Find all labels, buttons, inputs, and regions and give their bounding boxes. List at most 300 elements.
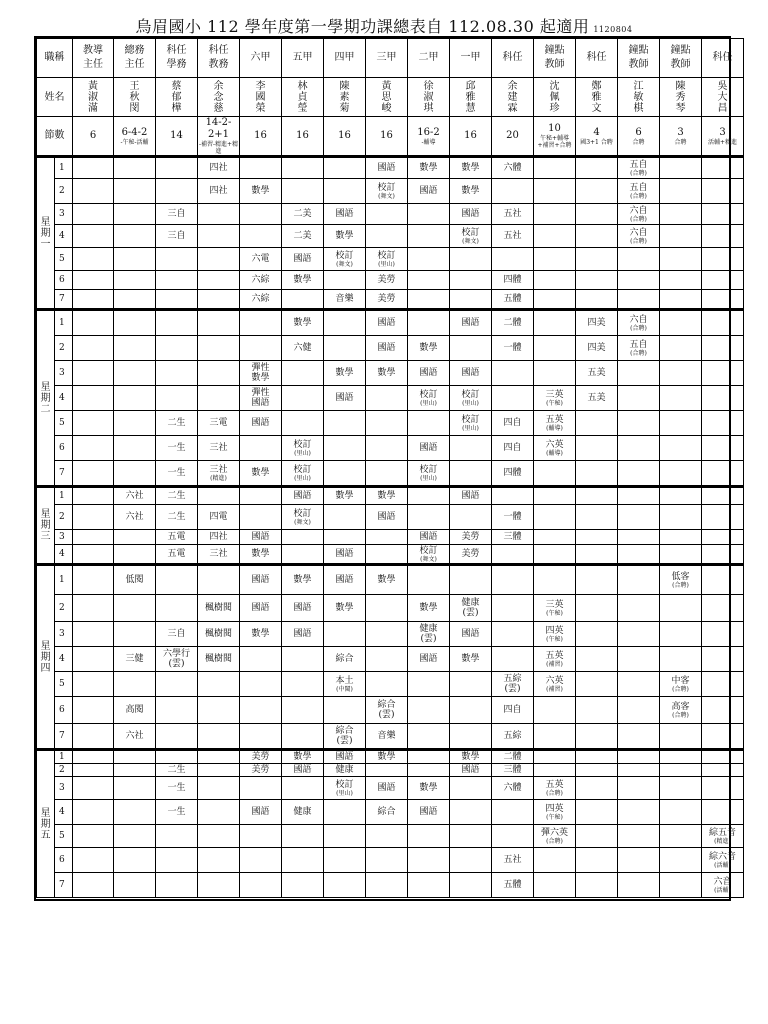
schedule-cell — [73, 672, 114, 697]
schedule-cell — [450, 825, 492, 848]
hours-note: -午秘-活輔 — [120, 138, 149, 146]
period-row — [37, 505, 744, 530]
period-row — [37, 157, 744, 179]
class-subject: 國語 — [461, 765, 480, 775]
doc-code: 1120804 — [593, 25, 633, 34]
schedule-cell — [576, 764, 618, 777]
schedule-cell — [114, 545, 156, 565]
period-number: 1 — [55, 157, 73, 179]
schedule-cell — [240, 157, 282, 179]
schedule-cell — [492, 825, 534, 848]
class-subject: 音樂 — [377, 731, 396, 741]
class-subject: 彈六英 — [540, 827, 568, 838]
schedule-cell — [240, 204, 282, 225]
schedule-cell — [450, 411, 492, 436]
schedule-cell — [534, 487, 576, 505]
schedule-cell — [408, 697, 450, 724]
schedule-cell — [408, 873, 450, 898]
schedule-cell — [198, 848, 240, 873]
schedule-cell — [660, 764, 702, 777]
class-subject: 國語 — [251, 418, 270, 428]
class-subject: 數學 — [419, 163, 438, 173]
class-subject: 國語 — [251, 575, 270, 585]
schedule-cell — [534, 530, 576, 545]
hours-note: 合聘 — [674, 138, 687, 146]
class-subject: 校訂 — [335, 250, 354, 261]
schedule-cell — [240, 179, 282, 204]
schedule-cell — [198, 336, 240, 361]
schedule-cell — [702, 647, 744, 672]
class-subject: 綜合 — [377, 700, 396, 710]
schedule-cell — [366, 310, 408, 336]
period-number: 4 — [55, 225, 73, 248]
schedule-cell — [156, 750, 198, 764]
schedule-cell — [240, 530, 282, 545]
schedule-cell — [240, 545, 282, 565]
class-subject: 國語 — [419, 532, 438, 542]
class-note: (合聘) — [672, 581, 689, 589]
schedule-cell — [282, 271, 324, 290]
schedule-cell — [534, 672, 576, 697]
schedule-cell — [282, 248, 324, 271]
schedule-cell — [618, 386, 660, 411]
schedule-cell — [450, 848, 492, 873]
schedule-cell — [534, 873, 576, 898]
schedule-cell — [324, 361, 366, 386]
schedule-cell — [660, 271, 702, 290]
schedule-cell — [73, 179, 114, 204]
class-subject: 低閱 — [125, 575, 144, 585]
class-subject: 數學 — [419, 603, 438, 613]
class-subject: 國語 — [461, 318, 480, 328]
schedule-cell — [702, 764, 744, 777]
schedule-cell — [576, 411, 618, 436]
teacher-role: 鐘點 教師 — [534, 39, 576, 78]
schedule-cell — [198, 622, 240, 647]
schedule-cell — [156, 248, 198, 271]
schedule-cell — [534, 750, 576, 764]
schedule-cell — [198, 436, 240, 461]
schedule-cell — [198, 724, 240, 750]
schedule-cell — [576, 724, 618, 750]
schedule-cell — [408, 565, 450, 595]
schedule-cell — [450, 545, 492, 565]
teacher-role: 總務 主任 — [114, 39, 156, 78]
period-row — [37, 873, 744, 898]
schedule-cell — [114, 800, 156, 825]
hours-value: 14 — [170, 130, 183, 141]
schedule-cell — [450, 505, 492, 530]
teacher-name: 黃 淑 滿 — [73, 78, 114, 117]
teacher-role: 科任 — [492, 39, 534, 78]
schedule-cell — [366, 777, 408, 800]
period-number: 2 — [55, 505, 73, 530]
schedule-cell — [618, 361, 660, 386]
schedule-cell — [156, 873, 198, 898]
schedule-cell — [534, 622, 576, 647]
schedule-cell — [156, 777, 198, 800]
class-note: (中閩) — [336, 685, 353, 693]
schedule-cell — [282, 672, 324, 697]
class-subject: 四美 — [587, 343, 606, 353]
day-label: 星 期 三 — [37, 487, 55, 565]
schedule-cell — [702, 487, 744, 505]
class-subject: 六自 — [629, 314, 648, 325]
class-note: (里山) — [462, 399, 479, 407]
schedule-cell — [576, 336, 618, 361]
schedule-cell — [534, 565, 576, 595]
schedule-cell — [73, 225, 114, 248]
class-subject: 國語 — [419, 186, 438, 196]
schedule-cell — [114, 436, 156, 461]
period-number: 4 — [55, 800, 73, 825]
teacher-role: 一甲 — [450, 39, 492, 78]
schedule-cell — [492, 248, 534, 271]
class-subject: 數學 — [377, 491, 396, 501]
hours-label: 節數 — [37, 117, 73, 157]
hours-value: 4 — [593, 126, 600, 138]
class-subject: 數學 — [293, 575, 312, 585]
schedule-cell — [114, 672, 156, 697]
schedule-cell — [702, 848, 744, 873]
schedule-cell — [534, 595, 576, 622]
schedule-cell — [156, 487, 198, 505]
hours-note: -輔導 — [421, 138, 436, 146]
schedule-cell — [73, 595, 114, 622]
class-subject: 校訂 — [419, 545, 438, 556]
hours-value: 16 — [464, 130, 477, 141]
schedule-cell — [282, 764, 324, 777]
class-subject: 健康 — [335, 765, 354, 775]
schedule-cell — [366, 290, 408, 310]
schedule-cell — [450, 290, 492, 310]
schedule-cell — [534, 647, 576, 672]
schedule-cell — [492, 622, 534, 647]
schedule-cell — [73, 750, 114, 764]
schedule-cell — [282, 290, 324, 310]
period-row — [37, 436, 744, 461]
schedule-cell — [702, 225, 744, 248]
schedule-cell — [324, 764, 366, 777]
class-subject: 六自 — [629, 227, 648, 238]
teacher-name: 江 敏 棋 — [618, 78, 660, 117]
class-note: (補習) — [546, 685, 563, 693]
header-role-row — [37, 39, 744, 78]
schedule-cell — [324, 825, 366, 848]
schedule-cell — [73, 361, 114, 386]
schedule-cell — [324, 290, 366, 310]
schedule-cell — [366, 595, 408, 622]
schedule-cell — [240, 622, 282, 647]
schedule-cell — [408, 595, 450, 622]
schedule-cell — [408, 505, 450, 530]
schedule-cell — [156, 647, 198, 672]
class-note: (合聘) — [630, 215, 647, 223]
teacher-role: 科任 — [702, 39, 744, 78]
schedule-cell — [618, 697, 660, 724]
class-note: 國語 — [251, 398, 270, 408]
class-subject: 校訂 — [461, 227, 480, 238]
hours-value: 14-2-2+1 — [205, 117, 232, 140]
class-subject: 四電 — [209, 512, 228, 522]
schedule-cell — [576, 248, 618, 271]
class-subject: 三社 — [209, 549, 228, 559]
class-subject: 三社 — [209, 464, 228, 475]
class-note: (午秘) — [546, 813, 563, 821]
schedule-cell — [366, 848, 408, 873]
class-subject: 五社 — [503, 855, 522, 865]
schedule-cell — [450, 777, 492, 800]
schedule-cell — [366, 436, 408, 461]
schedule-cell — [534, 225, 576, 248]
schedule-cell — [534, 290, 576, 310]
schedule-cell — [282, 777, 324, 800]
schedule-cell — [198, 225, 240, 248]
schedule-cell — [73, 386, 114, 411]
schedule-cell — [618, 310, 660, 336]
schedule-cell — [576, 157, 618, 179]
schedule-cell — [324, 505, 366, 530]
schedule-cell — [240, 505, 282, 530]
hours-note: 合聘 — [632, 138, 645, 146]
class-subject: 五綜 — [503, 674, 522, 684]
class-subject: 三英 — [545, 389, 564, 400]
schedule-cell — [660, 750, 702, 764]
class-subject: 健康 — [419, 624, 438, 634]
schedule-cell — [156, 825, 198, 848]
class-subject: 國語 — [335, 575, 354, 585]
schedule-cell — [324, 248, 366, 271]
period-row — [37, 697, 744, 724]
period-number: 7 — [55, 461, 73, 487]
class-subject: 數學 — [461, 654, 480, 664]
class-subject: 國語 — [335, 393, 354, 403]
schedule-cell — [618, 848, 660, 873]
schedule-cell — [702, 545, 744, 565]
class-subject: 國語 — [377, 318, 396, 328]
teacher-name: 余 建 霖 — [492, 78, 534, 117]
class-subject: 五體 — [503, 294, 522, 304]
class-subject: 五自 — [629, 159, 648, 170]
period-number: 1 — [55, 565, 73, 595]
schedule-cell — [366, 800, 408, 825]
teacher-name: 沈 佩 珍 — [534, 78, 576, 117]
class-subject: 四社 — [209, 532, 228, 542]
class-subject: 數學 — [377, 368, 396, 378]
class-subject: 國語 — [461, 368, 480, 378]
schedule-cell — [282, 310, 324, 336]
class-subject: 彈性 — [251, 363, 270, 373]
schedule-cell — [702, 565, 744, 595]
period-row — [37, 672, 744, 697]
schedule-cell — [114, 225, 156, 248]
schedule-cell — [156, 565, 198, 595]
period-number: 3 — [55, 204, 73, 225]
class-subject: 六英 — [545, 675, 564, 686]
schedule-cell — [366, 505, 408, 530]
schedule-cell — [534, 545, 576, 565]
period-number: 2 — [55, 336, 73, 361]
schedule-cell — [492, 386, 534, 411]
class-subject: 六綜 — [251, 275, 270, 285]
schedule-cell — [618, 336, 660, 361]
schedule-cell — [534, 800, 576, 825]
schedule-cell — [408, 724, 450, 750]
period-number: 7 — [55, 724, 73, 750]
schedule-cell — [366, 411, 408, 436]
class-subject: 國語 — [251, 807, 270, 817]
schedule-cell — [240, 724, 282, 750]
schedule-cell — [198, 545, 240, 565]
schedule-cell — [660, 310, 702, 336]
schedule-cell — [618, 271, 660, 290]
schedule-cell — [73, 290, 114, 310]
class-subject: 數學 — [335, 491, 354, 501]
schedule-cell — [618, 487, 660, 505]
teacher-hours — [492, 117, 534, 157]
class-subject: 二美 — [293, 209, 312, 219]
schedule-cell — [492, 290, 534, 310]
class-subject: 彈性 — [251, 388, 270, 398]
period-row — [37, 204, 744, 225]
schedule-cell — [156, 290, 198, 310]
class-note: (舞文) — [294, 518, 311, 526]
schedule-cell — [240, 595, 282, 622]
schedule-cell — [576, 672, 618, 697]
schedule-cell — [324, 724, 366, 750]
schedule-cell — [73, 622, 114, 647]
schedule-cell — [156, 225, 198, 248]
class-subject: 數學 — [251, 549, 270, 559]
schedule-cell — [450, 873, 492, 898]
schedule-cell — [73, 204, 114, 225]
class-subject: 國語 — [419, 807, 438, 817]
class-note: (雲) — [168, 659, 185, 669]
name-label: 姓名 — [37, 78, 73, 117]
period-row — [37, 461, 744, 487]
period-row — [37, 647, 744, 672]
class-subject: 五美 — [587, 368, 606, 378]
schedule-cell — [366, 248, 408, 271]
schedule-cell — [702, 310, 744, 336]
schedule-cell — [450, 750, 492, 764]
period-row — [37, 848, 744, 873]
schedule-cell — [73, 777, 114, 800]
schedule-cell — [618, 800, 660, 825]
schedule-cell — [114, 848, 156, 873]
schedule-cell — [156, 672, 198, 697]
class-subject: 四自 — [503, 443, 522, 453]
schedule-cell — [408, 204, 450, 225]
schedule-cell — [73, 825, 114, 848]
class-subject: 數學 — [461, 186, 480, 196]
schedule-cell — [660, 225, 702, 248]
class-subject: 三健 — [125, 654, 144, 664]
class-subject: 三體 — [503, 532, 522, 542]
class-note: (活輔) — [714, 861, 731, 869]
schedule-cell — [366, 361, 408, 386]
class-subject: 三體 — [503, 765, 522, 775]
schedule-cell — [114, 179, 156, 204]
hours-value: 16 — [338, 130, 351, 141]
class-subject: 六社 — [125, 512, 144, 522]
schedule-cell — [198, 764, 240, 777]
class-note: (合聘) — [630, 324, 647, 332]
period-number: 3 — [55, 622, 73, 647]
class-subject: 低客 — [671, 571, 690, 582]
schedule-cell — [73, 848, 114, 873]
class-subject: 數學 — [461, 163, 480, 173]
schedule-cell — [324, 800, 366, 825]
schedule-cell — [492, 157, 534, 179]
schedule-cell — [408, 411, 450, 436]
class-subject: 三自 — [167, 629, 186, 639]
class-subject: 四英 — [545, 803, 564, 814]
class-subject: 數學 — [293, 275, 312, 285]
schedule-cell — [114, 157, 156, 179]
schedule-cell — [576, 873, 618, 898]
schedule-cell — [156, 697, 198, 724]
period-number: 3 — [55, 777, 73, 800]
schedule-cell — [660, 873, 702, 898]
schedule-cell — [240, 647, 282, 672]
class-subject: 六體 — [503, 783, 522, 793]
schedule-cell — [534, 461, 576, 487]
teacher-name: 王 秋 閔 — [114, 78, 156, 117]
schedule-cell — [534, 361, 576, 386]
schedule-cell — [702, 873, 744, 898]
class-subject: 健康 — [461, 598, 480, 608]
schedule-cell — [240, 290, 282, 310]
schedule-cell — [198, 565, 240, 595]
schedule-cell — [618, 225, 660, 248]
schedule-cell — [660, 204, 702, 225]
schedule-cell — [366, 873, 408, 898]
schedule-cell — [408, 179, 450, 204]
hours-value: 20 — [506, 130, 519, 141]
schedule-cell — [366, 825, 408, 848]
teacher-hours — [660, 117, 702, 157]
teacher-hours — [618, 117, 660, 157]
schedule-cell — [282, 461, 324, 487]
class-subject: 二體 — [503, 752, 522, 762]
class-subject: 國語 — [419, 654, 438, 664]
schedule-cell — [282, 225, 324, 248]
period-row — [37, 487, 744, 505]
class-subject: 國語 — [461, 209, 480, 219]
period-number: 5 — [55, 672, 73, 697]
schedule-cell — [324, 487, 366, 505]
schedule-cell — [492, 672, 534, 697]
class-note: (雲) — [378, 710, 395, 720]
teacher-name: 吳 大 昌 — [702, 78, 744, 117]
schedule-cell — [114, 750, 156, 764]
schedule-cell — [156, 336, 198, 361]
period-number: 7 — [55, 290, 73, 310]
schedule-cell — [366, 336, 408, 361]
schedule-cell — [618, 436, 660, 461]
schedule-cell — [73, 157, 114, 179]
class-subject: 二生 — [167, 765, 186, 775]
schedule-cell — [660, 565, 702, 595]
schedule-cell — [576, 545, 618, 565]
day-label: 星 期 五 — [37, 750, 55, 898]
class-subject: 校訂 — [377, 182, 396, 193]
schedule-cell — [618, 248, 660, 271]
schedule-cell — [408, 271, 450, 290]
class-note: (舞文) — [378, 192, 395, 200]
schedule-cell — [534, 825, 576, 848]
